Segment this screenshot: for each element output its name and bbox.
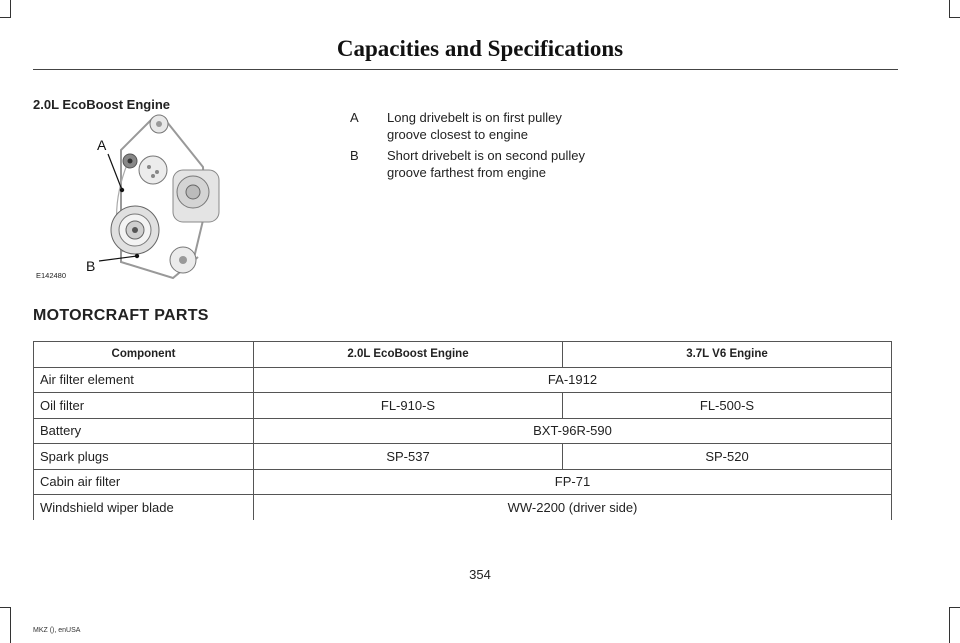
part-number-cell: SP-537 bbox=[254, 444, 563, 470]
table-row bbox=[34, 444, 892, 470]
figure-code: E142480 bbox=[36, 271, 67, 280]
component-cell: Battery bbox=[34, 418, 254, 444]
page-number: 354 bbox=[469, 567, 491, 582]
part-number-cell: FP-71 bbox=[254, 469, 892, 495]
legend-key: A bbox=[350, 110, 359, 125]
column-header: Component bbox=[34, 342, 254, 368]
part-number-cell: SP-520 bbox=[563, 444, 892, 470]
table-row bbox=[34, 367, 892, 393]
parts-section-title: MOTORCRAFT PARTS bbox=[33, 307, 209, 324]
part-number-cell: FA-1912 bbox=[254, 367, 892, 393]
drivebelt-legend bbox=[350, 109, 650, 185]
legend-key: B bbox=[350, 148, 359, 163]
component-cell: Oil filter bbox=[34, 393, 254, 419]
crop-mark bbox=[949, 607, 950, 643]
crop-mark bbox=[10, 607, 11, 643]
part-number-cell: BXT-96R-590 bbox=[254, 418, 892, 444]
crop-mark bbox=[10, 0, 11, 18]
callout-a: A bbox=[97, 137, 107, 153]
callout-b: B bbox=[86, 258, 96, 274]
drivebelt-illustration bbox=[33, 112, 233, 284]
part-number-cell: WW-2200 (driver side) bbox=[254, 495, 892, 520]
component-cell: Air filter element bbox=[34, 367, 254, 393]
legend-item bbox=[350, 109, 650, 143]
document-code: MKZ (), enUSA bbox=[33, 627, 81, 634]
header-divider bbox=[33, 69, 898, 70]
page-header-title: Capacities and Specifications bbox=[336, 36, 624, 61]
part-number-cell: FL-500-S bbox=[563, 393, 892, 419]
column-header: 3.7L V6 Engine bbox=[563, 342, 892, 368]
crop-mark bbox=[949, 607, 960, 608]
engine-section-title: 2.0L EcoBoost Engine bbox=[33, 97, 171, 112]
parts-table bbox=[33, 341, 892, 520]
part-number-cell: FL-910-S bbox=[254, 393, 563, 419]
drivebelt-diagram bbox=[33, 112, 233, 284]
component-cell: Spark plugs bbox=[34, 444, 254, 470]
table-row bbox=[34, 469, 892, 495]
table-row bbox=[34, 495, 892, 520]
component-cell: Cabin air filter bbox=[34, 469, 254, 495]
legend-item bbox=[350, 147, 650, 181]
crop-mark bbox=[0, 17, 11, 18]
table-header-row bbox=[34, 342, 892, 368]
table-row bbox=[34, 393, 892, 419]
legend-text: Short drivebelt is on second pulley groove farthest from engine bbox=[387, 148, 586, 180]
table-row bbox=[34, 418, 892, 444]
column-header: 2.0L EcoBoost Engine bbox=[254, 342, 563, 368]
crop-mark bbox=[949, 17, 960, 18]
component-cell: Windshield wiper blade bbox=[34, 495, 254, 520]
legend-text: Long drivebelt is on first pulley groove closest to engine bbox=[387, 110, 562, 142]
crop-mark bbox=[0, 607, 11, 608]
crop-mark bbox=[949, 0, 950, 18]
